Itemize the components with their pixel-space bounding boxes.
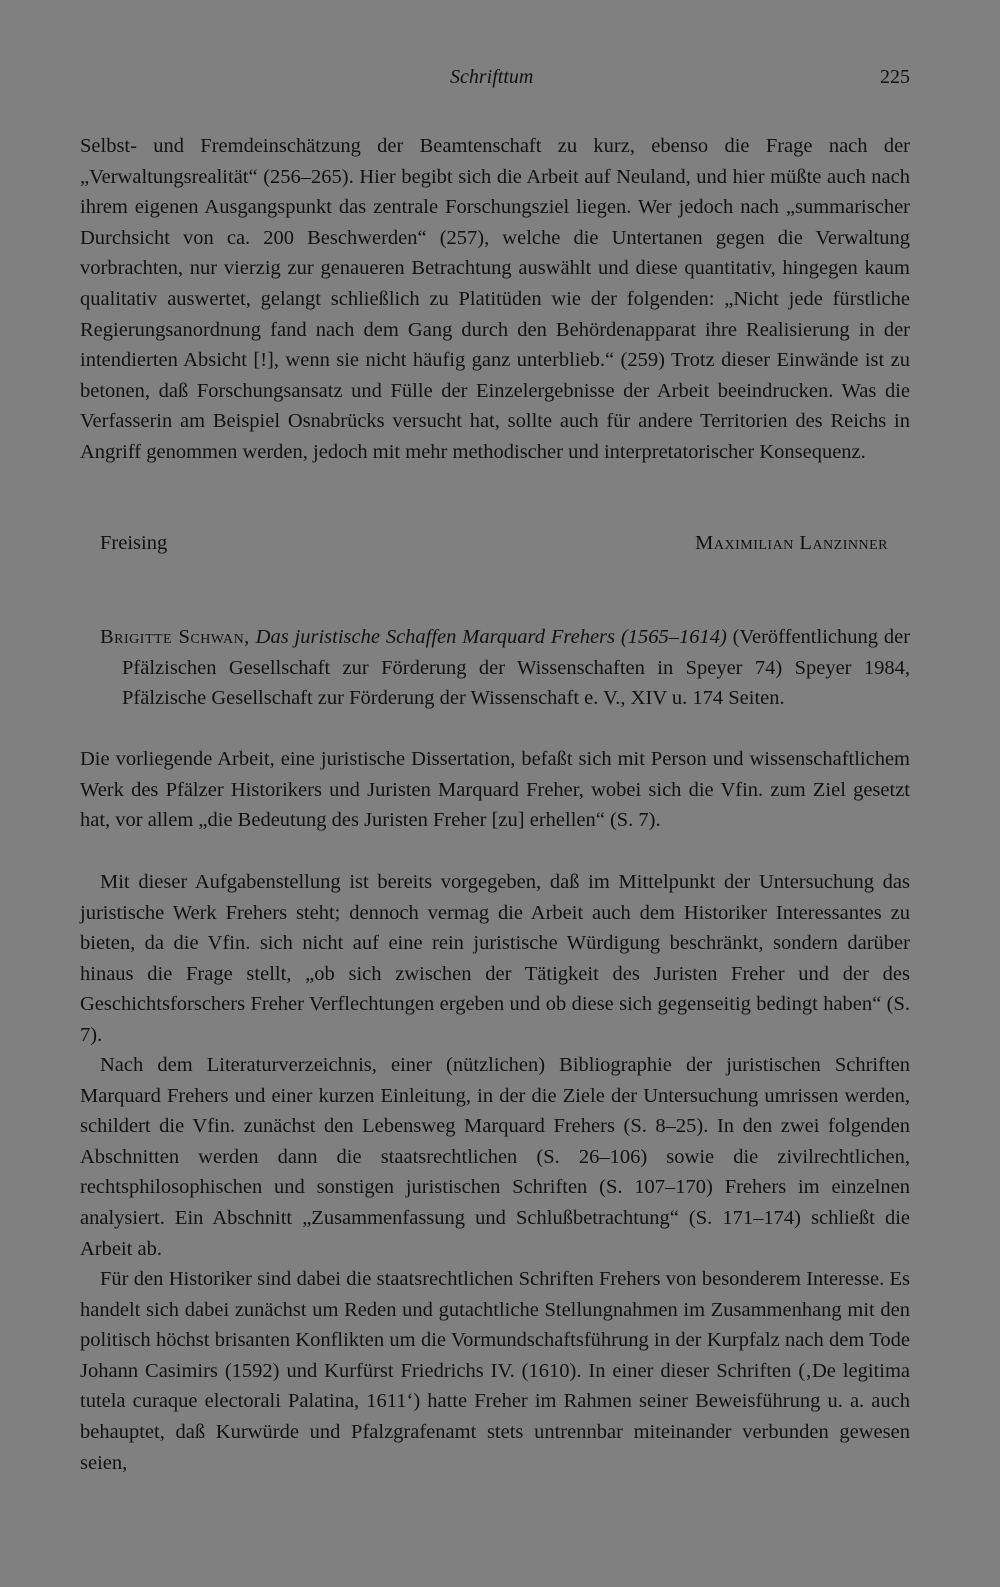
page-number: 225 bbox=[880, 66, 910, 88]
review-1-closing-paragraph: Selbst- und Fremdeinschätzung der Beamtenschaft zu kurz, ebenso die Frage nach der „Verwaltungsrealität“ (256–265). Hier begibt sich die Arbeit auf Neuland, und hier müßte auch nach ihrem eigenen Ausgangspunkt das zentrale Forschungsziel liegen. Wer jedoch nach „summarischer Durchsicht von ca. 200 Beschwerden“ (257), welche die Untertanen gegen die Verwaltung vorbrachten, nur vierzig zur genaueren Betrachtung auswählt und diese quantitativ, hingegen kaum qualitativ auswertet, gelangt schließlich zu Platitüden wie der folgenden: „Nicht jede fürstliche Regierungsanordnung fand nach dem Gang durch den Behördenapparat ihre Realisierung in der intendierten Absicht [!], wenn sie nicht häufig ganz unterblieb.“ (259) Trotz dieser Einwände ist zu betonen, daß Forschungsansatz und Fülle der Einzelergebnisse der Arbeit beeindrucken. Was die Verfasserin am Beispiel Osnabrücks versucht hat, sollte auch für andere Territorien des Reichs in Angriff genommen werden, jedoch mit mehr methodischer und interpretatorischer Konsequenz. bbox=[80, 135, 910, 463]
review-2-paragraph-2: Mit dieser Aufgabenstellung ist bereits vorgegeben, daß im Mittelpunkt der Untersuchung das juristische Werk Frehers steht; dennoch vermag die Arbeit auch dem Historiker Interessantes zu bieten, da die Vfin. sich nicht auf eine rein juristische Würdigung beschränkt, sondern darüber hinaus die Frage stellt, „ob sich zwischen der Tätigkeit des Juristen Freher und der des Geschichtsforschers Freher Verflechtungen ergeben und ob diese sich gegenseitig bedingt haben“ (S. 7). bbox=[80, 871, 910, 1046]
running-title: Schrifttum bbox=[450, 66, 534, 88]
book-details: (Veröffentlichung der Pfälzischen Gesellschaft zur Förderung der Wissenschaften in Speyer 74) Speyer 1984, Pfälzische Gesellschaft zur Förderung der Wissenschaft e. V., XIV u. 174 Seiten. bbox=[122, 626, 911, 710]
review-2-paragraph-4: Für den Historiker sind dabei die staatsrechtlichen Schriften Frehers von besonderem Interesse. Es handelt sich dabei zunächst um Reden und gutachtliche Stellungnahmen im Zusammenhang mit den politisch höchst brisanten Konflikten um die Vormundschaftsführung in der Kurpfalz nach dem Tode Johann Casimirs (1592) und Kurfürst Friedrichs IV. (1610). In einer dieser Schriften (‚De legitima tutela curaque electorali Palatina, 1611‘) hatte Freher im Rahmen seiner Beweisführung u. a. auch behauptet, daß Kurwürde und Pfalzgrafenamt stets untrennbar miteinander verbunden gewesen seien, bbox=[80, 1268, 910, 1474]
review-1-reviewer: Maximilian Lanzinner bbox=[695, 532, 888, 554]
book-author: Brigitte Schwan, bbox=[100, 626, 250, 648]
review-1-place: Freising bbox=[100, 532, 168, 554]
review-2-paragraph-3: Nach dem Literaturverzeichnis, einer (nützlichen) Bibliographie der juristischen Schriften Marquard Frehers und einer kurzen Einleitung, in der die Ziele der Untersuchung umrissen werden, schildert die Vfin. zunächst den Lebensweg Marquard Frehers (S. 8–25). In den zwei folgenden Abschnitten werden dann die staatsrechtlichen (S. 26–106) sowie die zivilrechtlichen, rechtsphilosophischen und sonstigen juristischen Schriften (S. 107–170) Frehers im einzelnen analysiert. Ein Abschnitt „Zusammenfassung und Schlußbetrachtung“ (S. 171–174) schließt die Arbeit ab. bbox=[80, 1054, 910, 1260]
review-2-paragraph-1: Die vorliegende Arbeit, eine juristische Dissertation, befaßt sich mit Person und wissenschaftlichem Werk des Pfälzer Historikers und Juristen Marquard Freher, wobei sich die Vfin. zum Ziel gesetzt hat, vor allem „die Bedeutung des Juristen Freher [zu] erhellen“ (S. 7). bbox=[80, 748, 910, 832]
book-title: Das juristische Schaffen Marquard Frehers (1565–1614) bbox=[255, 626, 727, 648]
review-2-bibliographic-entry bbox=[100, 622, 910, 714]
running-head bbox=[0, 66, 1000, 96]
